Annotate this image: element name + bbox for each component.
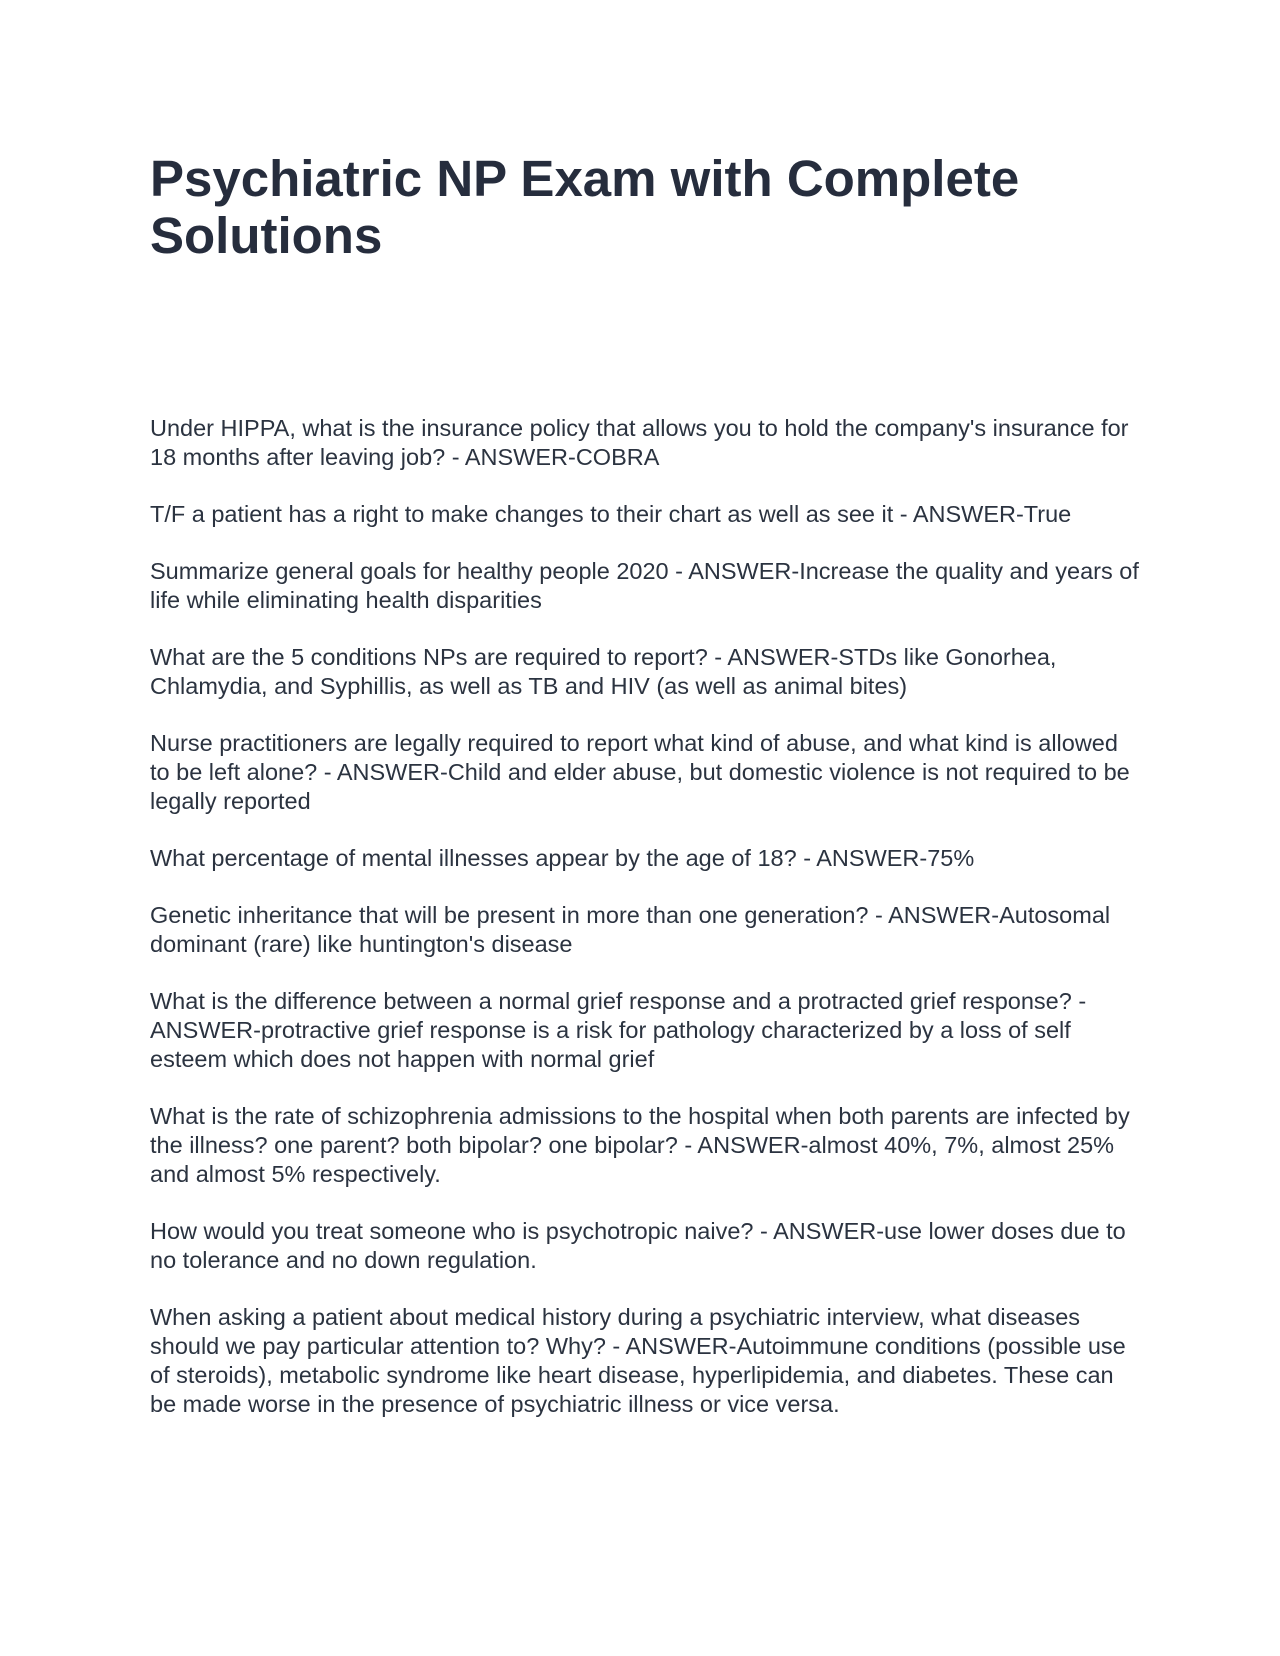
answer-text: STDs like Gonorhea, Chlamydia, and Syphillis, as well as TB and HIV (as well as animal bites) bbox=[150, 644, 1057, 699]
answer-text: True bbox=[1023, 501, 1072, 527]
answer-text: Autoimmune conditions (possible use of steroids), metabolic syndrome like heart disease, hyperlipidemia, and diabetes. These can be made worse in the presence of psychiatric illness or vice versa. bbox=[150, 1333, 1126, 1417]
question-text: Summarize general goals for healthy people 2020 bbox=[150, 558, 669, 584]
document-page bbox=[150, 150, 1140, 1447]
answer-separator: - ANSWER- bbox=[445, 444, 576, 470]
qa-item bbox=[150, 987, 1140, 1074]
answer-separator: - ANSWER- bbox=[150, 988, 1087, 1043]
answer-text: Autosomal dominant (rare) like huntington's disease bbox=[150, 902, 1111, 957]
answer-text: almost 40%, 7%, almost 25% and almost 5% respectively. bbox=[150, 1132, 1115, 1187]
question-text: What are the 5 conditions NPs are required to report? bbox=[150, 644, 708, 670]
question-text: Genetic inheritance that will be present in more than one generation? bbox=[150, 902, 869, 928]
qa-item bbox=[150, 729, 1140, 816]
answer-separator: - ANSWER- bbox=[868, 902, 1000, 928]
answer-text: Child and elder abuse, but domestic violence is not required to be legally reported bbox=[150, 759, 1130, 814]
qa-item bbox=[150, 643, 1140, 701]
answer-text: Increase the quality and years of life while eliminating health disparities bbox=[150, 558, 1139, 613]
question-text: What percentage of mental illnesses appear by the age of 18? bbox=[150, 845, 797, 871]
answer-separator: - ANSWER- bbox=[668, 558, 800, 584]
answer-separator: - ANSWER- bbox=[605, 1333, 737, 1359]
document-title: Psychiatric NP Exam with Complete Solutions bbox=[150, 150, 1020, 264]
question-text: What is the difference between a normal grief response and a protracted grief response? bbox=[150, 988, 1072, 1014]
qa-item bbox=[150, 414, 1140, 472]
qa-item bbox=[150, 1217, 1140, 1275]
answer-separator: - ANSWER- bbox=[707, 644, 839, 670]
question-text: Under HIPPA, what is the insurance policy that allows you to hold the company's insurance for 18 months after leaving job? bbox=[150, 415, 1129, 470]
qa-list bbox=[150, 414, 1140, 1419]
answer-text: protractive grief response is a risk for pathology characterized by a loss of self esteem which does not happen with normal grief bbox=[150, 1017, 1071, 1072]
answer-separator: - ANSWER- bbox=[753, 1218, 885, 1244]
answer-separator: - ANSWER- bbox=[796, 845, 928, 871]
question-text: What is the rate of schizophrenia admissions to the hospital when both parents are infected by the illness? one parent? both bipolar? one bipolar? bbox=[150, 1103, 1130, 1158]
question-text: T/F a patient has a right to make changes to their chart as well as see it bbox=[150, 501, 894, 527]
question-text: When asking a patient about medical history during a psychiatric interview, what diseases should we pay particular attention to? Why? bbox=[150, 1304, 1081, 1359]
qa-item bbox=[150, 901, 1140, 959]
question-text: Nurse practitioners are legally required to report what kind of abuse, and what kind is allowed to be left alone? bbox=[150, 730, 1118, 785]
answer-separator: - ANSWER- bbox=[677, 1132, 809, 1158]
answer-separator: - ANSWER- bbox=[317, 759, 448, 785]
answer-text: 75% bbox=[927, 845, 975, 871]
qa-item bbox=[150, 1102, 1140, 1189]
question-text: How would you treat someone who is psychotropic naive? bbox=[150, 1218, 754, 1244]
qa-item bbox=[150, 557, 1140, 615]
qa-item bbox=[150, 844, 1140, 873]
answer-text: COBRA bbox=[575, 444, 660, 470]
qa-item bbox=[150, 1303, 1140, 1419]
answer-separator: - ANSWER- bbox=[893, 501, 1024, 527]
answer-text: use lower doses due to no tolerance and no down regulation. bbox=[150, 1218, 1126, 1273]
qa-item bbox=[150, 500, 1140, 529]
